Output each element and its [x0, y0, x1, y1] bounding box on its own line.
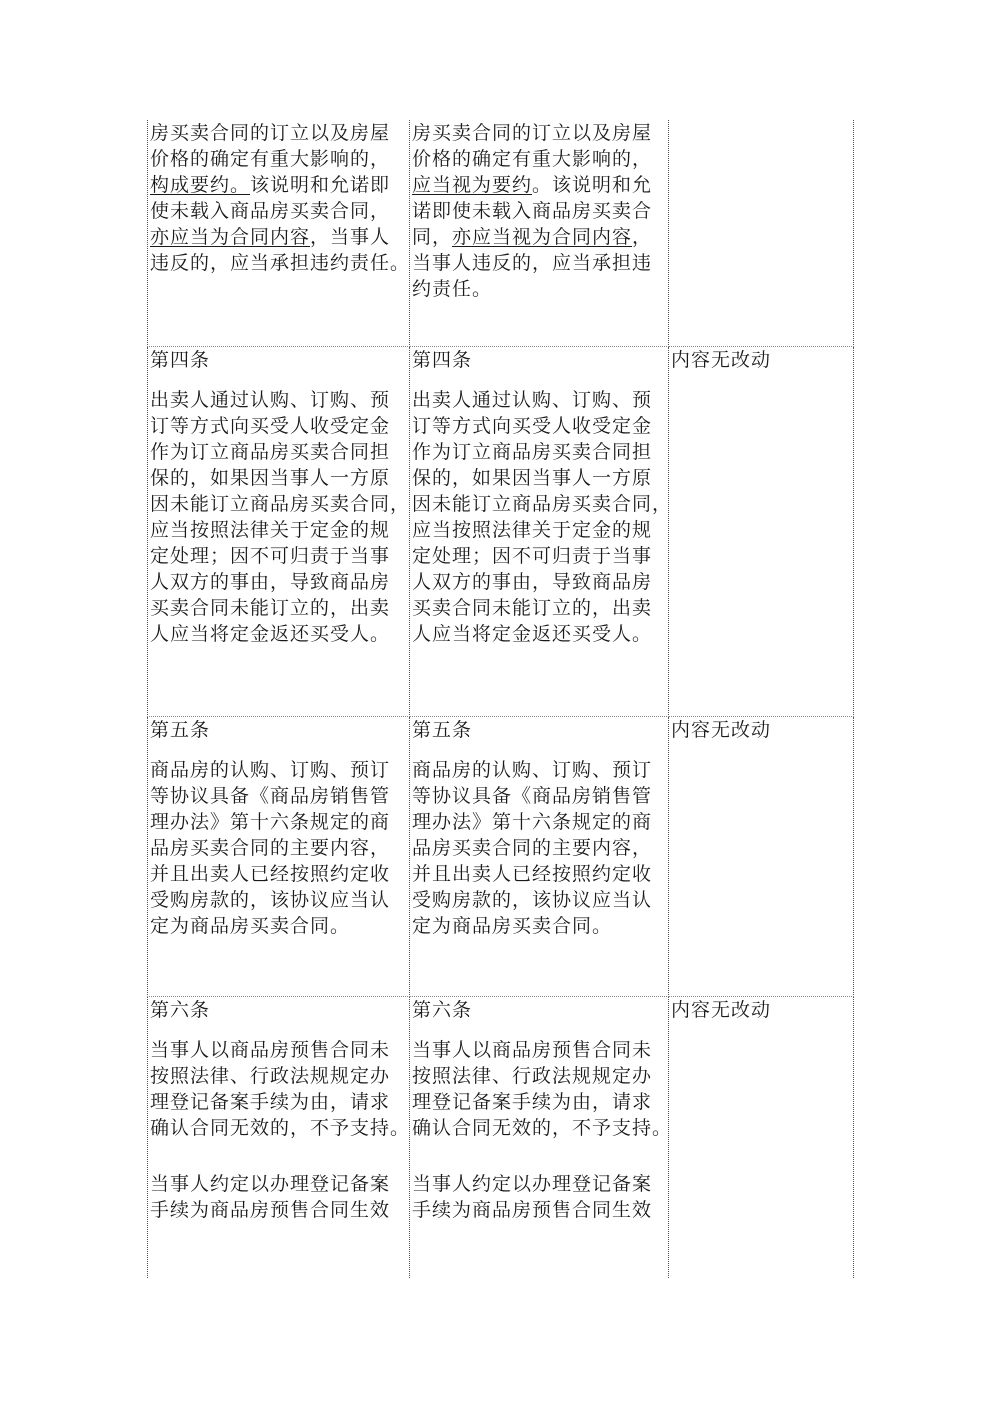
text-line: 诺即使未载入商品房买卖合	[412, 200, 653, 222]
text-line: 当事人约定以办理登记备案	[150, 1172, 391, 1195]
text-line: 约责任。	[412, 278, 493, 300]
note-cell	[669, 120, 854, 346]
text-line: 等协议具备《商品房销售管	[150, 784, 391, 807]
text-line: 作为订立商品房买卖合同担	[150, 440, 391, 463]
text-line: 作为订立商品房买卖合同担	[412, 440, 653, 463]
text-line: 买卖合同未能订立的，出卖	[412, 596, 653, 619]
old-text-cell	[148, 996, 410, 1278]
text-line: 应当按照法律关于定金的规	[412, 518, 653, 541]
text-line: 房买卖合同的订立以及房屋	[412, 122, 653, 144]
text-line: 当事人以商品房预售合同未	[150, 1038, 391, 1061]
article-title: 第六条	[412, 998, 473, 1021]
text-line: 应当视为要约。该说明和允	[412, 174, 653, 196]
table-row	[148, 346, 854, 716]
text-line: 确认合同无效的，不予支持。	[412, 1116, 673, 1139]
text-line: 订等方式向买受人收受定金	[150, 414, 391, 437]
new-text-cell	[410, 120, 669, 346]
text-line: 定处理；因不可归责于当事	[150, 544, 391, 567]
new-text-cell	[410, 996, 673, 1278]
text-line: 使未载入商品房买卖合同，	[150, 200, 391, 222]
old-text-cell	[148, 716, 410, 996]
text-line: 价格的确定有重大影响的，	[150, 148, 391, 170]
text-line: 人应当将定金返还买受人。	[412, 622, 653, 645]
text-line: 当事人约定以办理登记备案	[412, 1172, 653, 1195]
underlined-text: 应当视为要约	[412, 174, 533, 196]
text-line: 保的，如果因当事人一方原	[150, 466, 391, 489]
text-line: 当事人以商品房预售合同未	[412, 1038, 653, 1061]
text-line: 定处理；因不可归责于当事	[412, 544, 653, 567]
article-title: 第五条	[150, 718, 211, 741]
note-cell	[669, 996, 854, 1278]
text-line: 订等方式向买受人收受定金	[412, 414, 653, 437]
underlined-text: 亦应当视为合同内容	[452, 226, 633, 248]
change-note: 内容无改动	[671, 718, 772, 741]
change-note: 内容无改动	[671, 348, 772, 371]
text-line: 确认合同无效的，不予支持。	[150, 1116, 411, 1139]
paragraph-gap	[150, 1141, 409, 1171]
change-note: 内容无改动	[671, 998, 772, 1021]
old-text-cell	[148, 120, 410, 346]
paragraph-gap	[412, 1141, 668, 1171]
text-line: 理登记备案手续为由，请求	[150, 1090, 391, 1113]
text-line: 品房买卖合同的主要内容，	[412, 836, 653, 859]
text-line: 商品房的认购、订购、预订	[412, 758, 653, 781]
text-line: 商品房的认购、订购、预订	[150, 758, 391, 781]
text-line: 理登记备案手续为由，请求	[412, 1090, 653, 1113]
note-cell	[669, 346, 854, 716]
text-line: 受购房款的，该协议应当认	[412, 888, 653, 911]
text-line: 应当按照法律关于定金的规	[150, 518, 391, 541]
old-text-cell	[148, 346, 410, 716]
text-line: 当事人违反的，应当承担违	[412, 252, 653, 274]
text-line: 按照法律、行政法规规定办	[412, 1064, 653, 1087]
comparison-table	[147, 120, 854, 1278]
table-row	[148, 120, 854, 346]
text-line: 按照法律、行政法规规定办	[150, 1064, 391, 1087]
table-row	[148, 716, 854, 996]
table-row	[148, 996, 854, 1278]
article-title: 第四条	[412, 348, 473, 371]
text-line: 亦应当为合同内容，当事人	[150, 226, 391, 248]
text-line: 价格的确定有重大影响的，	[412, 148, 653, 170]
text-line: 人应当将定金返还买受人。	[150, 622, 391, 645]
article-title: 第六条	[150, 998, 211, 1021]
underlined-text: 构成要约。	[150, 174, 251, 196]
underlined-text: 亦应当为合同内容	[150, 226, 311, 248]
note-cell	[669, 716, 854, 996]
text-line: 并且出卖人已经按照约定收	[412, 862, 653, 885]
text-line: 出卖人通过认购、订购、预	[150, 388, 391, 411]
text-line: 房买卖合同的订立以及房屋	[150, 122, 391, 144]
text-line: 因未能订立商品房买卖合同，	[412, 492, 673, 515]
text-line: 定为商品房买卖合同。	[150, 914, 351, 937]
text-line: 违反的，应当承担违约责任。	[150, 252, 411, 274]
text-line: 定为商品房买卖合同。	[412, 914, 613, 937]
text-line: 手续为商品房预售合同生效	[150, 1198, 391, 1221]
article-title: 第四条	[150, 348, 211, 371]
text-line: 人双方的事由，导致商品房	[412, 570, 653, 593]
text-line: 构成要约。该说明和允诺即	[150, 174, 391, 196]
text-line: 保的，如果因当事人一方原	[412, 466, 653, 489]
text-line: 理办法》第十六条规定的商	[150, 810, 391, 833]
new-text-cell	[410, 346, 673, 716]
text-line: 等协议具备《商品房销售管	[412, 784, 653, 807]
text-line: 受购房款的，该协议应当认	[150, 888, 391, 911]
text-line: 品房买卖合同的主要内容，	[150, 836, 391, 859]
text-line: 同，亦应当视为合同内容，	[412, 226, 653, 248]
article-title: 第五条	[412, 718, 473, 741]
text-line: 理办法》第十六条规定的商	[412, 810, 653, 833]
text-line: 并且出卖人已经按照约定收	[150, 862, 391, 885]
text-line: 出卖人通过认购、订购、预	[412, 388, 653, 411]
text-line: 人双方的事由，导致商品房	[150, 570, 391, 593]
text-line: 买卖合同未能订立的，出卖	[150, 596, 391, 619]
text-line: 手续为商品房预售合同生效	[412, 1198, 653, 1221]
text-line: 因未能订立商品房买卖合同，	[150, 492, 411, 515]
new-text-cell	[410, 716, 669, 996]
